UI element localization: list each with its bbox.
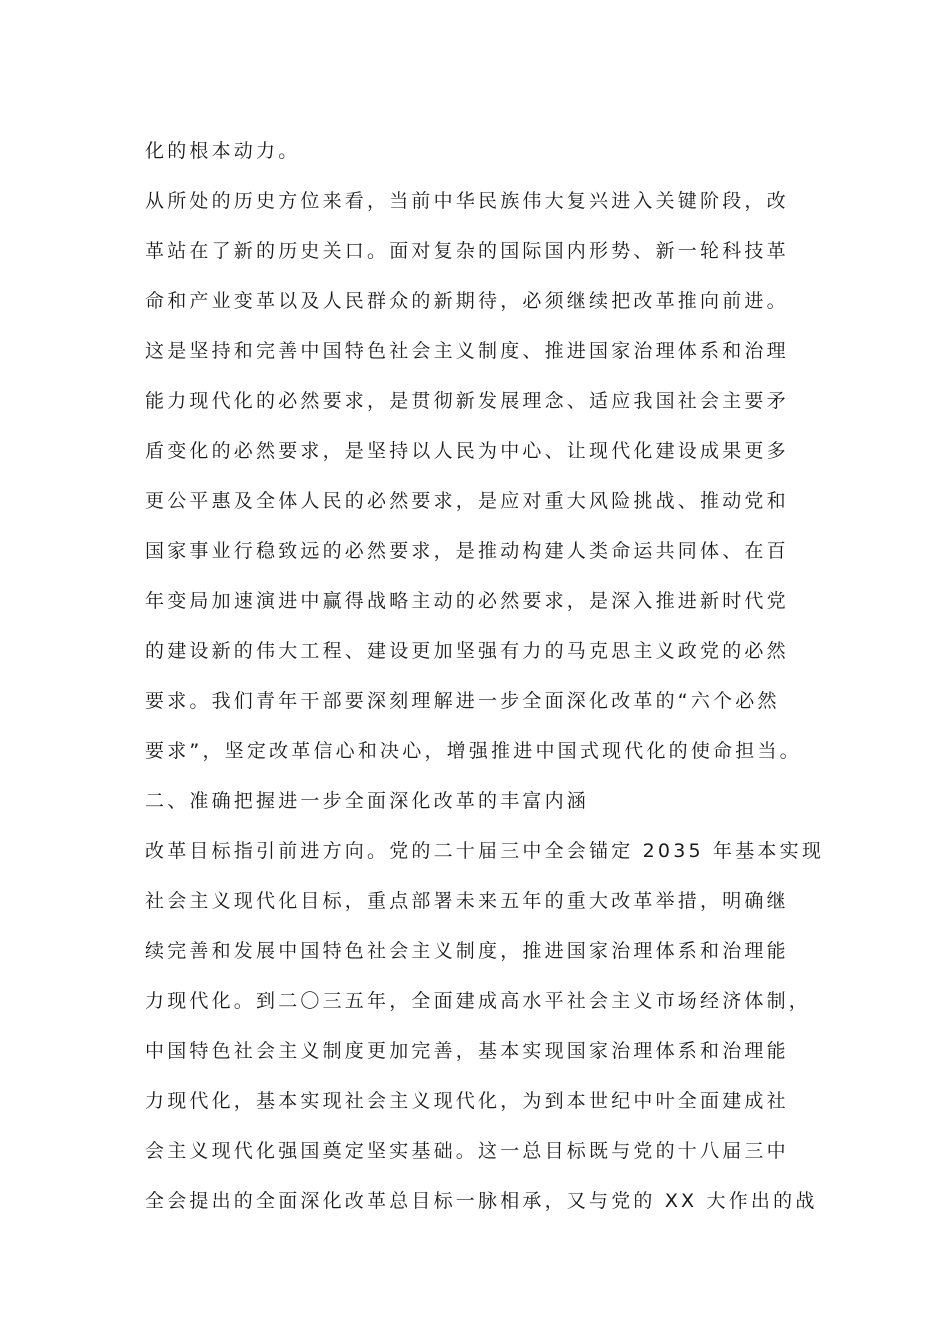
section-heading: 二、准确把握进一步全面深化改革的丰富内涵 xyxy=(145,790,590,812)
text-line: 命和产业变革以及人民群众的新期待，必须继续把改革推向前进。 xyxy=(145,290,789,312)
text-line: 的建设新的伟大工程、建设更加坚强有力的马克思主义政党的必然 xyxy=(145,640,789,662)
text-line: 力现代化。到二〇三五年，全面建成高水平社会主义市场经济体制， xyxy=(145,990,812,1012)
text-line: 社会主义现代化目标，重点部署未来五年的重大改革举措，明确继 xyxy=(145,890,789,912)
text-line: 全会提出的全面深化改革总目标一脉相承，又与党的 XX 大作出的战 xyxy=(145,1190,818,1212)
text-line: 改革目标指引前进方向。党的二十届三中全会锚定 2035 年基本实现 xyxy=(145,840,825,862)
text-line: 年变局加速演进中赢得战略主动的必然要求，是深入推进新时代党 xyxy=(145,590,789,612)
text-line: 续完善和发展中国特色社会主义制度，推进国家治理体系和治理能 xyxy=(145,940,789,962)
text-line: 中国特色社会主义制度更加完善，基本实现国家治理体系和治理能 xyxy=(145,1040,789,1062)
text-line: 力现代化，基本实现社会主义现代化，为到本世纪中叶全面建成社 xyxy=(145,1090,789,1112)
text-line: 这是坚持和完善中国特色社会主义制度、推进国家治理体系和治理 xyxy=(145,340,789,362)
text-line: 化的根本动力。 xyxy=(145,140,301,162)
text-line: 能力现代化的必然要求，是贯彻新发展理念、适应我国社会主要矛 xyxy=(145,390,789,412)
text-line: 革站在了新的历史关口。面对复杂的国际国内形势、新一轮科技革 xyxy=(145,240,789,262)
text-line: 从所处的历史方位来看，当前中华民族伟大复兴进入关键阶段，改 xyxy=(145,190,789,212)
text-line: 盾变化的必然要求，是坚持以人民为中心、让现代化建设成果更多 xyxy=(145,440,789,462)
text-line: 要求”，坚定改革信心和决心，增强推进中国式现代化的使命担当。 xyxy=(145,740,802,762)
text-line: 会主义现代化强国奠定坚实基础。这一总目标既与党的十八届三中 xyxy=(145,1140,789,1162)
text-line: 要求。我们青年干部要深刻理解进一步全面深化改革的“六个必然 xyxy=(145,690,780,712)
text-line: 更公平惠及全体人民的必然要求，是应对重大风险挑战、推动党和 xyxy=(145,490,789,512)
text-line: 国家事业行稳致远的必然要求，是推动构建人类命运共同体、在百 xyxy=(145,540,789,562)
